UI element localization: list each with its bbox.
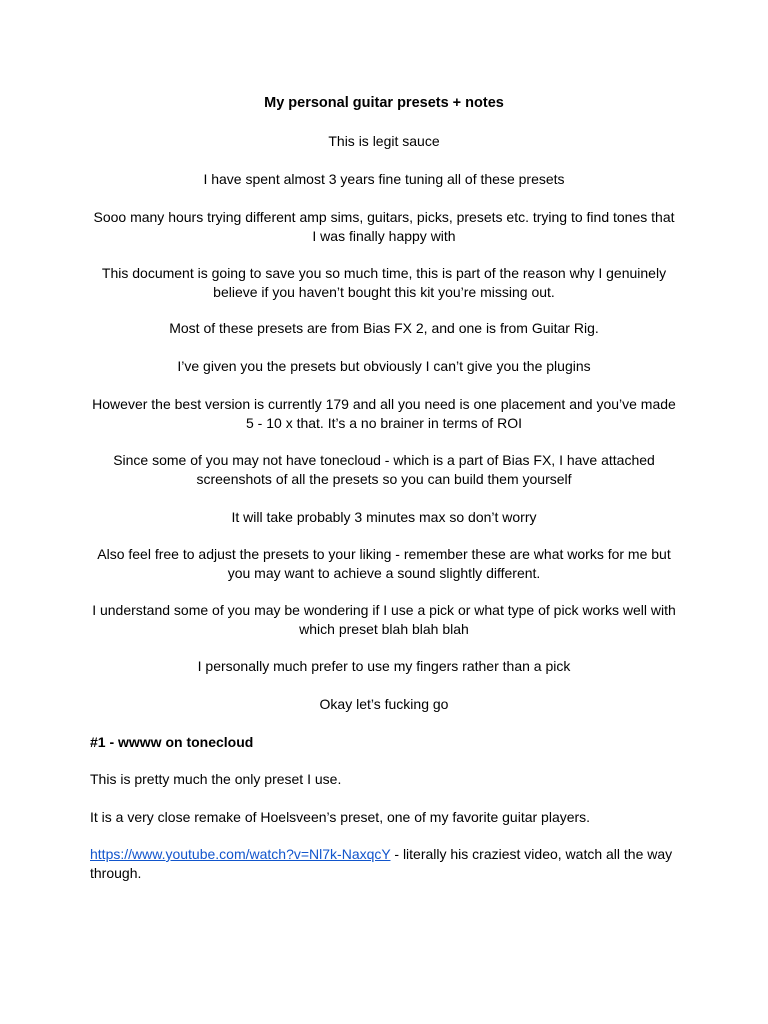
paragraph-plugins: I’ve given you the presets but obviously I can’t give you the plugins [177, 358, 591, 374]
paragraph-save-time: This document is going to save you so much time, this is part of the reason why I genuinely believe if you haven’t bought this kit you’re missing out. [101, 265, 667, 300]
section-paragraph-only-preset: This is pretty much the only preset I use. [90, 771, 342, 787]
paragraph-pick-question: I understand some of you may be wondering if I use a pick or what type of pick works well with which preset blah blah blah [92, 602, 676, 637]
document-page [90, 94, 678, 883]
paragraph-three-years: I have spent almost 3 years fine tuning all of these presets [203, 171, 565, 187]
paragraph-three-minutes: It will take probably 3 minutes max so don’t worry [231, 509, 537, 525]
section-heading: #1 - wwww on tonecloud [90, 734, 254, 750]
paragraph-lets-go: Okay let’s fucking go [319, 696, 449, 712]
youtube-link[interactable]: https://www.youtube.com/watch?v=Nl7k-NaxqcY [90, 846, 391, 862]
paragraph-many-hours: Sooo many hours trying different amp sims, guitars, picks, presets etc. trying to find tones that I was finally happy with [93, 209, 675, 244]
paragraph-tonecloud: Since some of you may not have tonecloud - which is a part of Bias FX, I have attached screenshots of all the presets so you can build them yourself [113, 452, 655, 487]
paragraph-bias-fx: Most of these presets are from Bias FX 2, and one is from Guitar Rig. [169, 320, 599, 336]
paragraph-legit-sauce: This is legit sauce [328, 133, 440, 149]
section-paragraph-video [90, 845, 678, 883]
paragraph-fingers: I personally much prefer to use my fingers rather than a pick [197, 658, 571, 674]
video-description: - literally his craziest video, watch all the way through. [90, 846, 673, 881]
paragraph-adjust-presets: Also feel free to adjust the presets to your liking - remember these are what works for me but you may want to achieve a sound slightly different. [97, 546, 671, 581]
paragraph-roi: However the best version is currently 179 and all you need is one placement and you’ve made 5 - 10 x that. It’s a no brainer in terms of ROI [92, 396, 676, 431]
section-paragraph-remake: It is a very close remake of Hoelsveen’s preset, one of my favorite guitar players. [90, 809, 591, 825]
document-title: My personal guitar presets + notes [264, 95, 504, 111]
